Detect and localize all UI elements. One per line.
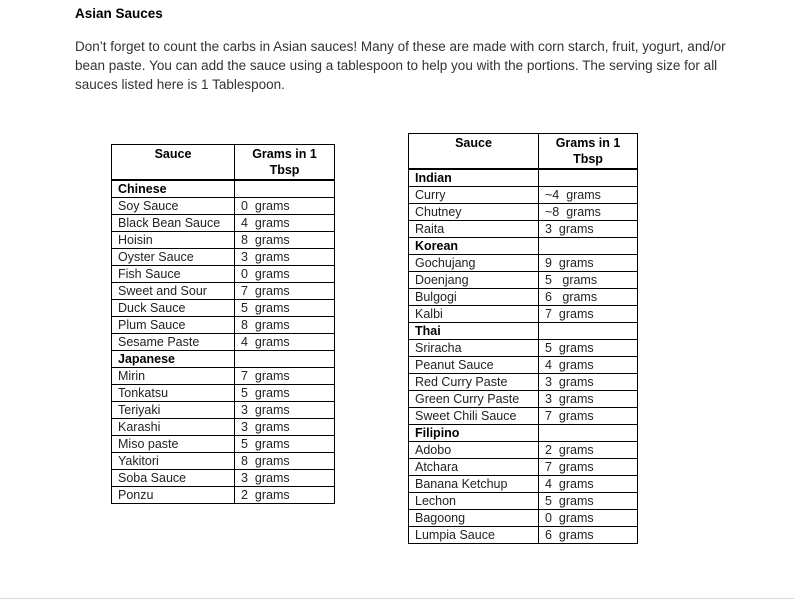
table-row — [112, 368, 335, 385]
sauce-name: Lechon — [409, 493, 539, 510]
category-row — [409, 238, 638, 255]
grams-value: 7 grams — [539, 459, 638, 476]
table-row — [112, 266, 335, 283]
table-row — [409, 255, 638, 272]
grams-value — [539, 323, 638, 340]
sauce-name: Doenjang — [409, 272, 539, 289]
sauce-name: Bulgogi — [409, 289, 539, 306]
sauce-table-right — [408, 133, 638, 544]
table-row — [112, 453, 335, 470]
grams-value: 5 grams — [539, 272, 638, 289]
category-row — [112, 351, 335, 368]
category-name: Indian — [409, 169, 539, 187]
grams-value: 3 grams — [539, 374, 638, 391]
category-name: Korean — [409, 238, 539, 255]
table-row — [409, 374, 638, 391]
sauce-name: Bagoong — [409, 510, 539, 527]
category-row — [409, 425, 638, 442]
grams-value: 8 grams — [235, 453, 335, 470]
grams-value: 8 grams — [235, 317, 335, 334]
sauce-name: Sriracha — [409, 340, 539, 357]
grams-value: ~8 grams — [539, 204, 638, 221]
grams-value: 7 grams — [539, 306, 638, 323]
table-row — [409, 459, 638, 476]
sauce-name: Mirin — [112, 368, 235, 385]
table-row — [409, 391, 638, 408]
category-row — [112, 180, 335, 198]
table-row — [112, 419, 335, 436]
grams-value: 5 grams — [539, 340, 638, 357]
sauce-name: Tonkatsu — [112, 385, 235, 402]
category-name: Filipino — [409, 425, 539, 442]
sauce-name: Plum Sauce — [112, 317, 235, 334]
sauce-name: Karashi — [112, 419, 235, 436]
category-row — [409, 323, 638, 340]
sauce-name: Raita — [409, 221, 539, 238]
grams-value — [235, 351, 335, 368]
grams-value: 0 grams — [539, 510, 638, 527]
sauce-name: Sweet and Sour — [112, 283, 235, 300]
sauce-name: Duck Sauce — [112, 300, 235, 317]
table-row — [112, 198, 335, 215]
grams-value: 0 grams — [235, 198, 335, 215]
category-name: Thai — [409, 323, 539, 340]
sauce-name: Hoisin — [112, 232, 235, 249]
table-row — [112, 487, 335, 504]
table-row — [409, 204, 638, 221]
table-row — [112, 470, 335, 487]
sauce-name: Black Bean Sauce — [112, 215, 235, 232]
sauce-table-left — [111, 144, 335, 504]
table-row — [409, 510, 638, 527]
category-row — [409, 169, 638, 187]
table-row — [409, 187, 638, 204]
grams-value: 6 grams — [539, 527, 638, 544]
category-name: Chinese — [112, 180, 235, 198]
grams-value: 4 grams — [539, 357, 638, 374]
grams-value: 8 grams — [235, 232, 335, 249]
intro-paragraph: Don’t forget to count the carbs in Asian sauces! Many of these are made with corn starch, fruit, yogurt, and/or bean paste. You can add the sauce using a tablespoon to help you with the portions. The serving size for all sauces listed here is 1 Tablespoon. — [75, 39, 726, 92]
sauce-name: Lumpia Sauce — [409, 527, 539, 544]
grams-value: 3 grams — [235, 249, 335, 266]
table-row — [112, 249, 335, 266]
sauce-name: Peanut Sauce — [409, 357, 539, 374]
sauce-name: Soy Sauce — [112, 198, 235, 215]
table-row — [409, 408, 638, 425]
page-divider — [0, 598, 794, 599]
table-row — [112, 317, 335, 334]
sauce-name: Soba Sauce — [112, 470, 235, 487]
table-row — [409, 340, 638, 357]
sauce-name: Oyster Sauce — [112, 249, 235, 266]
table-row — [112, 232, 335, 249]
grams-value: 6 grams — [539, 289, 638, 306]
grams-value: 5 grams — [235, 436, 335, 453]
sauce-name: Kalbi — [409, 306, 539, 323]
sauce-name: Gochujang — [409, 255, 539, 272]
grams-value — [539, 238, 638, 255]
grams-value: 3 grams — [539, 391, 638, 408]
table-row — [409, 221, 638, 238]
sauce-name: Banana Ketchup — [409, 476, 539, 493]
grams-value: 7 grams — [235, 368, 335, 385]
table-row — [409, 476, 638, 493]
grams-value: 2 grams — [235, 487, 335, 504]
sauce-table-left-body — [112, 180, 335, 504]
grams-value: 5 grams — [539, 493, 638, 510]
table-row — [409, 442, 638, 459]
sauce-name: Yakitori — [112, 453, 235, 470]
grams-value — [539, 169, 638, 187]
column-header-grams: Grams in 1 Tbsp — [539, 134, 638, 170]
grams-value: 3 grams — [235, 419, 335, 436]
column-header-sauce: Sauce — [409, 134, 539, 170]
sauce-name: Miso paste — [112, 436, 235, 453]
grams-value: 4 grams — [235, 215, 335, 232]
table-row — [112, 300, 335, 317]
grams-value: 4 grams — [539, 476, 638, 493]
table-row — [409, 289, 638, 306]
grams-value: 7 grams — [539, 408, 638, 425]
sauce-name: Curry — [409, 187, 539, 204]
grams-value: 3 grams — [539, 221, 638, 238]
sauce-name: Atchara — [409, 459, 539, 476]
sauce-name: Adobo — [409, 442, 539, 459]
table-row — [112, 283, 335, 300]
table-row — [112, 436, 335, 453]
table-row — [112, 402, 335, 419]
sauce-name: Red Curry Paste — [409, 374, 539, 391]
grams-value: 3 grams — [235, 402, 335, 419]
grams-value: 5 grams — [235, 385, 335, 402]
grams-value: ~4 grams — [539, 187, 638, 204]
table-row — [409, 493, 638, 510]
sauce-name: Sweet Chili Sauce — [409, 408, 539, 425]
grams-value — [235, 180, 335, 198]
table-row — [409, 527, 638, 544]
column-header-sauce: Sauce — [112, 145, 235, 181]
table-row — [112, 385, 335, 402]
table-row — [409, 272, 638, 289]
sauce-name: Teriyaki — [112, 402, 235, 419]
grams-value: 4 grams — [235, 334, 335, 351]
grams-value: 9 grams — [539, 255, 638, 272]
table-row — [112, 334, 335, 351]
table-row — [112, 215, 335, 232]
grams-value: 7 grams — [235, 283, 335, 300]
category-name: Japanese — [112, 351, 235, 368]
grams-value: 5 grams — [235, 300, 335, 317]
sauce-name: Sesame Paste — [112, 334, 235, 351]
document-title: Asian Sauces — [75, 6, 163, 21]
table-row — [409, 357, 638, 374]
grams-value: 2 grams — [539, 442, 638, 459]
sauce-name: Ponzu — [112, 487, 235, 504]
sauce-name: Fish Sauce — [112, 266, 235, 283]
grams-value: 0 grams — [235, 266, 335, 283]
sauce-table-right-body — [409, 169, 638, 544]
sauce-name: Green Curry Paste — [409, 391, 539, 408]
table-row — [409, 306, 638, 323]
column-header-grams: Grams in 1 Tbsp — [235, 145, 335, 181]
grams-value — [539, 425, 638, 442]
grams-value: 3 grams — [235, 470, 335, 487]
sauce-name: Chutney — [409, 204, 539, 221]
